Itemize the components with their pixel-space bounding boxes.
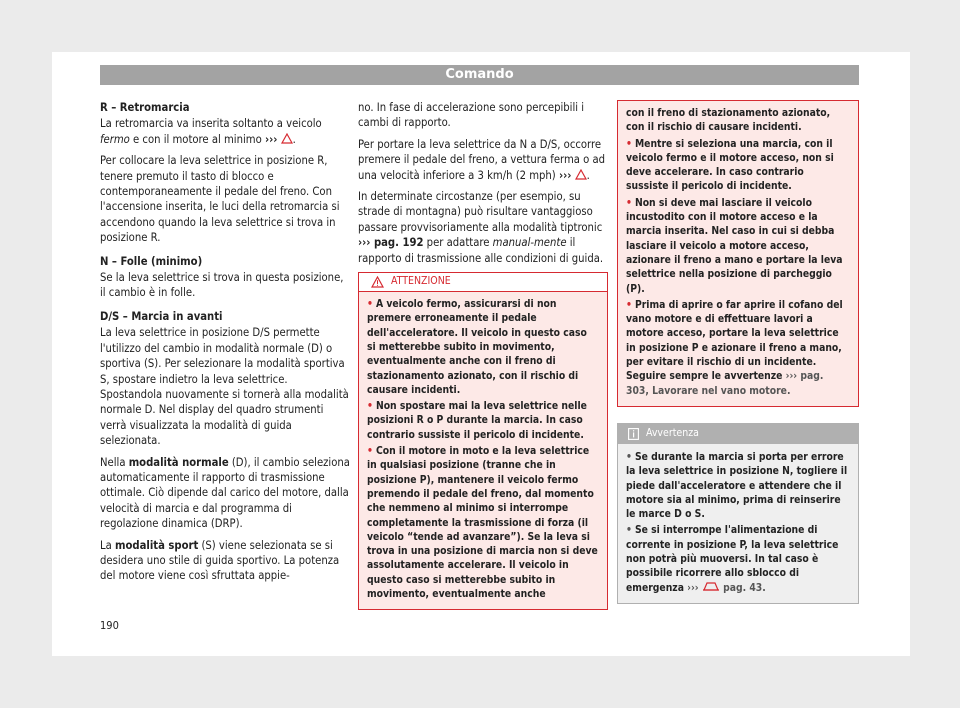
column-2: [358, 100, 608, 610]
text: il rapporto di trasmissione alle condizioni di guida.: [358, 236, 604, 265]
warning-text: Prima di aprire o far aprire il cofano del vano motore e di effettuare lavori a motore acceso, portare la leva selettrice in posizione P e azionare il freno a mano, per evitare il rischio di un incidente. Seguire sempre le avvertenze: [626, 298, 843, 383]
paragraph: Per collocare la leva selettrice in posizione R, tenere premuto il tasto di blocco e contemporaneamente il pedale del freno. Con l'accensione inserita, le luci della retromarcia si accendono quando la leva selettrice si trova in posizione R.: [100, 154, 340, 245]
paragraph: [100, 455, 350, 532]
warning-item: • Mentre si seleziona una marcia, con il veicolo fermo e il motore acceso, non si deve accelerare. In caso contrario sussiste il pericolo di incidente.: [626, 137, 834, 193]
text: La retromarcia va inserita soltanto a veicolo: [100, 117, 322, 131]
warning-header: [359, 273, 607, 292]
note-body: [618, 444, 858, 603]
note-header: [618, 424, 858, 444]
column-3: [617, 100, 859, 604]
warning-item: • Prima di aprire o far aprire il cofano del vano motore e di effettuare lavori a motore acceso, portare la leva selettrice in posizione P e azionare il freno a mano, per evitare il rischio di un incidente. Seguire sempre le avvertenze ››› pag. 303, Lavorare nel vano motore.: [626, 298, 843, 397]
text: per adattare: [423, 236, 493, 250]
text-emphasis: manual-mente: [492, 236, 567, 250]
page-header: Comando: [100, 65, 859, 85]
text: (D), il cambio seleziona automaticamente il rapporto di trasmissione ottimale. Ciò dipende dal carico del motore, dalla velocità di marcia e dal programma di regolazione dinamica (DRP).: [100, 455, 350, 531]
note-text: Se durante la marcia si porta per errore la leva selettrice in posizione N, togliere il piede dall'acceleratore e attendere che il motore sia al minimo, prima di reinserire le marce D o S.: [626, 450, 848, 521]
warning-text: Mentre si seleziona una marcia, con il veicolo fermo e il motore acceso, non si deve accelerare. In caso contrario sussiste il pericolo di incidente.: [626, 137, 834, 193]
warning-body: [618, 101, 858, 406]
warning-text: Con il motore in moto e la leva selettrice in qualsiasi posizione (tranne che in posizione P), mantenere il veicolo fermo premendo il pedale del freno, dal momento che nemmeno al minimo si interrompe completamente la trasmissione di forza (il veicolo “tende ad avanzare”). Se la leva si trova in una posizione di marcia non si deve assolutamente accelerare. Il veicolo in questo caso si metterebbe subito in movimento, eventualmente anche: [367, 445, 598, 600]
warning-text: con il freno di stazionamento azionato, con il rischio di causare incidenti.: [626, 107, 831, 134]
text-emphasis: fermo: [100, 132, 130, 146]
warning-item: • Non spostare mai la leva selettrice nelle posizioni R o P durante la marcia. In caso contrario sussiste il pericolo di incidente.: [367, 400, 587, 441]
vehicle-breakdown-icon: [702, 581, 720, 592]
info-icon: [628, 428, 639, 440]
warning-box-continued: [617, 100, 859, 407]
warning-box: [358, 272, 608, 610]
page-reference-link[interactable]: pag. 43.: [723, 581, 766, 594]
text-bold: modalità sport: [114, 538, 199, 552]
page-reference-link[interactable]: ››› pag. 303, Lavorare nel vano motore.: [626, 370, 824, 397]
page-number: 190: [100, 619, 119, 632]
paragraph: Se la leva selettrice si trova in questa posizione, il cambio è in folle.: [100, 271, 344, 300]
text: In determinate circostanze (per esempio, su strade di montagna) può risultare vantaggioso passare provvisoriamente alla modalità tiptronic: [358, 190, 603, 234]
note-text: Se si interrompe l'alimentazione di corrente in posizione P, la leva selettrice non potrà più muoversi. In tal caso è possibile ricorrere allo sblocco di emergenza: [626, 524, 839, 594]
warning-triangle-icon: [281, 133, 293, 144]
paragraph: Per portare la leva selettrice da N a D/S, occorre premere il pedale del freno, a vettura ferma o ad una velocità inferiore a 3 km/h (2 mph) ››› .: [358, 137, 606, 182]
section-title-neutral: N – Folle (minimo): [100, 254, 203, 268]
link-arrows[interactable]: ›››: [687, 581, 699, 594]
note-box: [617, 423, 859, 604]
warning-title: ATTENZIONE: [391, 275, 451, 288]
column-1: [100, 100, 350, 590]
link-arrows[interactable]: ›››: [264, 132, 278, 146]
text: Per portare la leva selettrice da N a D/S, occorre premere il pedale del freno, a vettura ferma o ad una velocità inferiore a 3 km/h (2 mph): [358, 137, 606, 182]
warning-triangle-icon: [371, 276, 384, 288]
warning-text: A veicolo fermo, assicurarsi di non premere erroneamente il pedale dell'acceleratore. Il veicolo in questo caso si metterebbe subito in movimento, eventualmente anche con il freno di stazionamento azionato, con il rischio di causare incidenti.: [367, 298, 587, 396]
paragraph: no. In fase di accelerazione sono percepibili i cambi di rapporto.: [358, 101, 585, 130]
warning-body: [359, 292, 607, 609]
warning-text: Non si deve mai lasciare il veicolo incustodito con il motore acceso e la marcia inserita. Nel caso in cui si debba lasciare il veicolo a motore acceso, azionare il freno a mano e portare la leva selettrice nella posizione di parcheggio (P).: [626, 196, 843, 295]
section-title-reverse: R – Retromarcia: [100, 101, 190, 114]
text: e con il motore al minimo: [129, 132, 265, 146]
text: (S) viene selezionata se si desidera uno stile di guida sportivo. La potenza del motore viene così sfruttata appie-: [100, 538, 340, 583]
paragraph: [100, 538, 350, 584]
paragraph: La retromarcia va inserita soltanto a veicolo fermo e con il motore al minimo ››› .: [100, 117, 322, 146]
note-title: Avvertenza: [646, 427, 699, 440]
warning-item: • Con il motore in moto e la leva selettrice in qualsiasi posizione (tranne che in posizione P), mantenere il veicolo fermo premendo il pedale del freno, dal momento che nemmeno al minimo si interrompe completamente la trasmissione di forza (il veicolo “tende ad avanzare”). Se la leva si trova in una posizione di marcia non si deve assolutamente accelerare. Il veicolo in questo caso si metterebbe subito in movimento, eventualmente anche: [367, 445, 598, 600]
note-item: • Se durante la marcia si porta per errore la leva selettrice in posizione N, togliere il piede dall'acceleratore e attendere che il motore sia al minimo, prima di reinserire le marce D o S.: [626, 450, 848, 521]
note-item: • Se si interrompe l'alimentazione di corrente in posizione P, la leva selettrice non potrà più muoversi. In tal caso è possibile ricorrere allo sblocco di emergenza ››› pag. 43.: [626, 524, 839, 594]
text: La: [100, 538, 115, 552]
text: Nella: [100, 455, 129, 469]
section-title-drive: D/S – Marcia in avanti: [100, 309, 223, 323]
warning-text: Non spostare mai la leva selettrice nelle posizioni R o P durante la marcia. In caso contrario sussiste il pericolo di incidente.: [367, 400, 587, 441]
page-reference-link[interactable]: ››› pag. 192: [358, 236, 424, 250]
paragraph: La leva selettrice in posizione D/S permette l'utilizzo del cambio in modalità normale (D) o sportiva (S). Per selezionare la modalità sportiva S, spostare indietro la leva selettrice. Spostandola nuovamente si tornerà alla modalità normale D. Nel display del quadro strumenti verrà visualizzata la modalità di guida selezionata.: [100, 326, 349, 448]
text-bold: modalità normale: [128, 455, 229, 469]
paragraph: [358, 189, 608, 266]
warning-triangle-icon: [575, 169, 587, 180]
warning-item: • Non si deve mai lasciare il veicolo incustodito con il motore acceso e la marcia inserita. Nel caso in cui si debba lasciare il veicolo a motore acceso, azionare il freno a mano e portare la leva selettrice nella posizione di parcheggio (P).: [626, 196, 843, 295]
link-arrows[interactable]: ›››: [558, 168, 572, 182]
warning-item: • A veicolo fermo, assicurarsi di non premere erroneamente il pedale dell'acceleratore. Il veicolo in questo caso si metterebbe subito in movimento, eventualmente anche con il freno di stazionamento azionato, con il rischio di causare incidenti.: [367, 298, 587, 396]
